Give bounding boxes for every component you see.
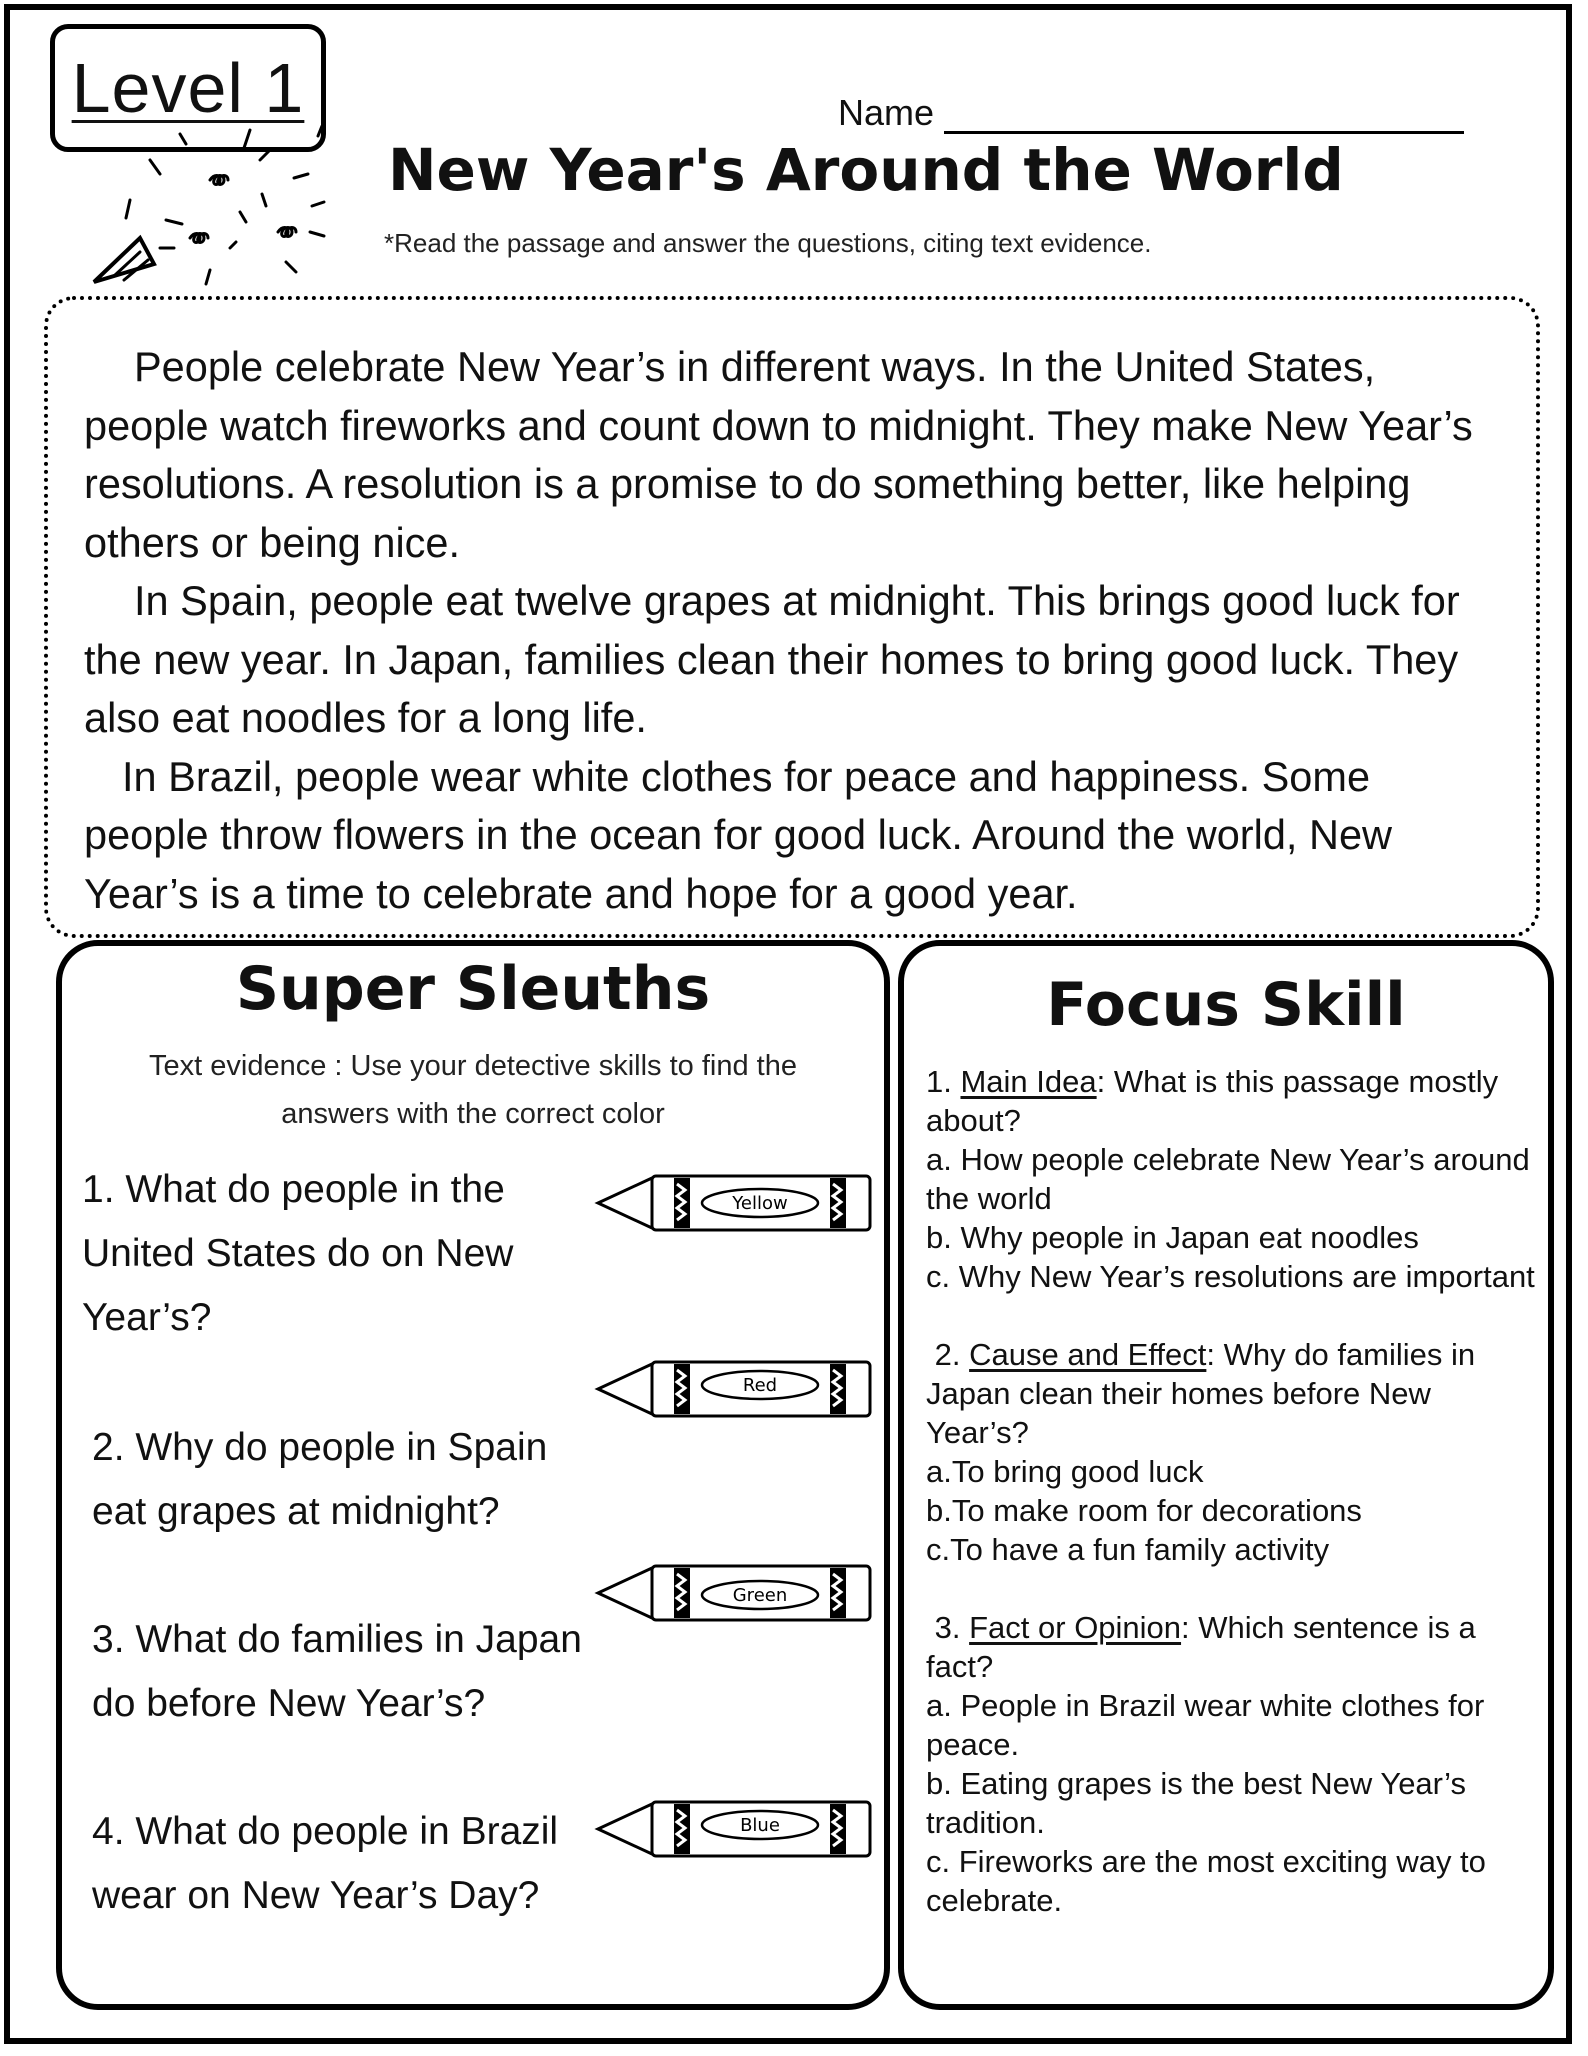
answer-option[interactable]: c.To have a fun family activity xyxy=(926,1532,1330,1567)
name-blank-line[interactable] xyxy=(944,95,1464,134)
question-text: Why do families in Japan clean their homes before New Year’s? xyxy=(926,1337,1476,1450)
sleuth-question-4: 4. What do people in Brazil wear on New Year’s Day? xyxy=(92,1810,559,1917)
page-title: New Year's Around the World xyxy=(388,136,1344,204)
answer-option[interactable]: a. How people celebrate New Year’s around the world xyxy=(926,1142,1530,1216)
question-text: What is this passage mostly about? xyxy=(926,1064,1499,1138)
question-number: 2. xyxy=(934,1337,961,1372)
answer-option[interactable]: b. Eating grapes is the best New Year’s tradition. xyxy=(926,1766,1466,1840)
skill-name: Main Idea xyxy=(960,1064,1097,1099)
crayon-green-icon xyxy=(594,1562,876,1624)
question-number: 3. xyxy=(934,1610,961,1645)
focus-question-1 xyxy=(926,1062,1536,1296)
focus-question-stem xyxy=(926,1335,1536,1452)
answer-option[interactable]: c. Fireworks are the most exciting way to celebrate. xyxy=(926,1844,1486,1918)
answer-option[interactable]: a. People in Brazil wear white clothes for peace. xyxy=(926,1688,1485,1762)
answer-option[interactable]: a.To bring good luck xyxy=(926,1454,1204,1489)
focus-question-stem xyxy=(926,1608,1536,1686)
sleuth-question-1: 1. What do people in the United States do on New Year’s? xyxy=(82,1168,514,1339)
skill-separator: : xyxy=(1181,1610,1190,1645)
level-label: Level 1 xyxy=(71,49,305,127)
skill-name: Fact or Opinion xyxy=(969,1610,1182,1645)
crayon-label: Green xyxy=(732,1585,788,1606)
question-text: Which sentence is a fact? xyxy=(926,1610,1476,1684)
passage-paragraph: In Brazil, people wear white clothes for peace and happiness. Some people throw flowers in the ocean for good luck. Around the world, New Year’s is a time to celebrate and hope for a good year. xyxy=(84,752,1392,917)
question-number: 1. xyxy=(926,1064,952,1099)
sleuth-question-3: 3. What do families in Japan do before New Year’s? xyxy=(92,1618,582,1725)
focus-skill-title: Focus Skill xyxy=(1046,970,1406,1040)
crayon-label: Blue xyxy=(740,1815,780,1836)
crayon-label: Yellow xyxy=(732,1193,788,1214)
focus-question-2 xyxy=(926,1335,1536,1569)
party-popper-icon xyxy=(90,120,370,290)
name-label: Name xyxy=(838,92,935,133)
crayon-yellow-icon xyxy=(594,1172,876,1234)
focus-questions xyxy=(926,1062,1536,1959)
answer-option[interactable]: b. Why people in Japan eat noodles xyxy=(926,1220,1419,1255)
crayon-label: Red xyxy=(742,1375,778,1396)
answer-option[interactable]: b.To make room for decorations xyxy=(926,1493,1362,1528)
instructions: *Read the passage and answer the questions, citing text evidence. xyxy=(384,228,1152,258)
name-field[interactable] xyxy=(838,92,1464,134)
answer-option[interactable]: c. Why New Year’s resolutions are important xyxy=(926,1259,1535,1294)
skill-separator: : xyxy=(1206,1337,1215,1372)
skill-name: Cause and Effect xyxy=(969,1337,1207,1372)
crayon-blue-icon xyxy=(594,1798,876,1860)
super-sleuths-panel xyxy=(56,940,890,2010)
evidence-note: Text evidence : Use your detective skills to find the answers with the correct color xyxy=(149,1050,797,1130)
skill-separator: : xyxy=(1096,1064,1106,1099)
passage-paragraph: In Spain, people eat twelve grapes at midnight. This brings good luck for the new year. In Japan, families clean their homes to bring good luck. They also eat noodles for a long life. xyxy=(84,577,1460,741)
passage-paragraph: People celebrate New Year’s in different ways. In the United States, people watch fireworks and count down to midnight. They make New Year’s resolutions. A resolution is a promise to do something better, like helping others or being nice. xyxy=(84,343,1473,566)
focus-skill-panel xyxy=(898,940,1554,2010)
super-sleuths-title: Super Sleuths xyxy=(235,954,711,1024)
crayon-red-icon xyxy=(594,1358,876,1420)
reading-passage xyxy=(44,296,1540,938)
focus-question-stem xyxy=(926,1062,1536,1140)
sleuth-question-2: 2. Why do people in Spain eat grapes at midnight? xyxy=(92,1426,548,1533)
focus-question-3 xyxy=(926,1608,1536,1920)
